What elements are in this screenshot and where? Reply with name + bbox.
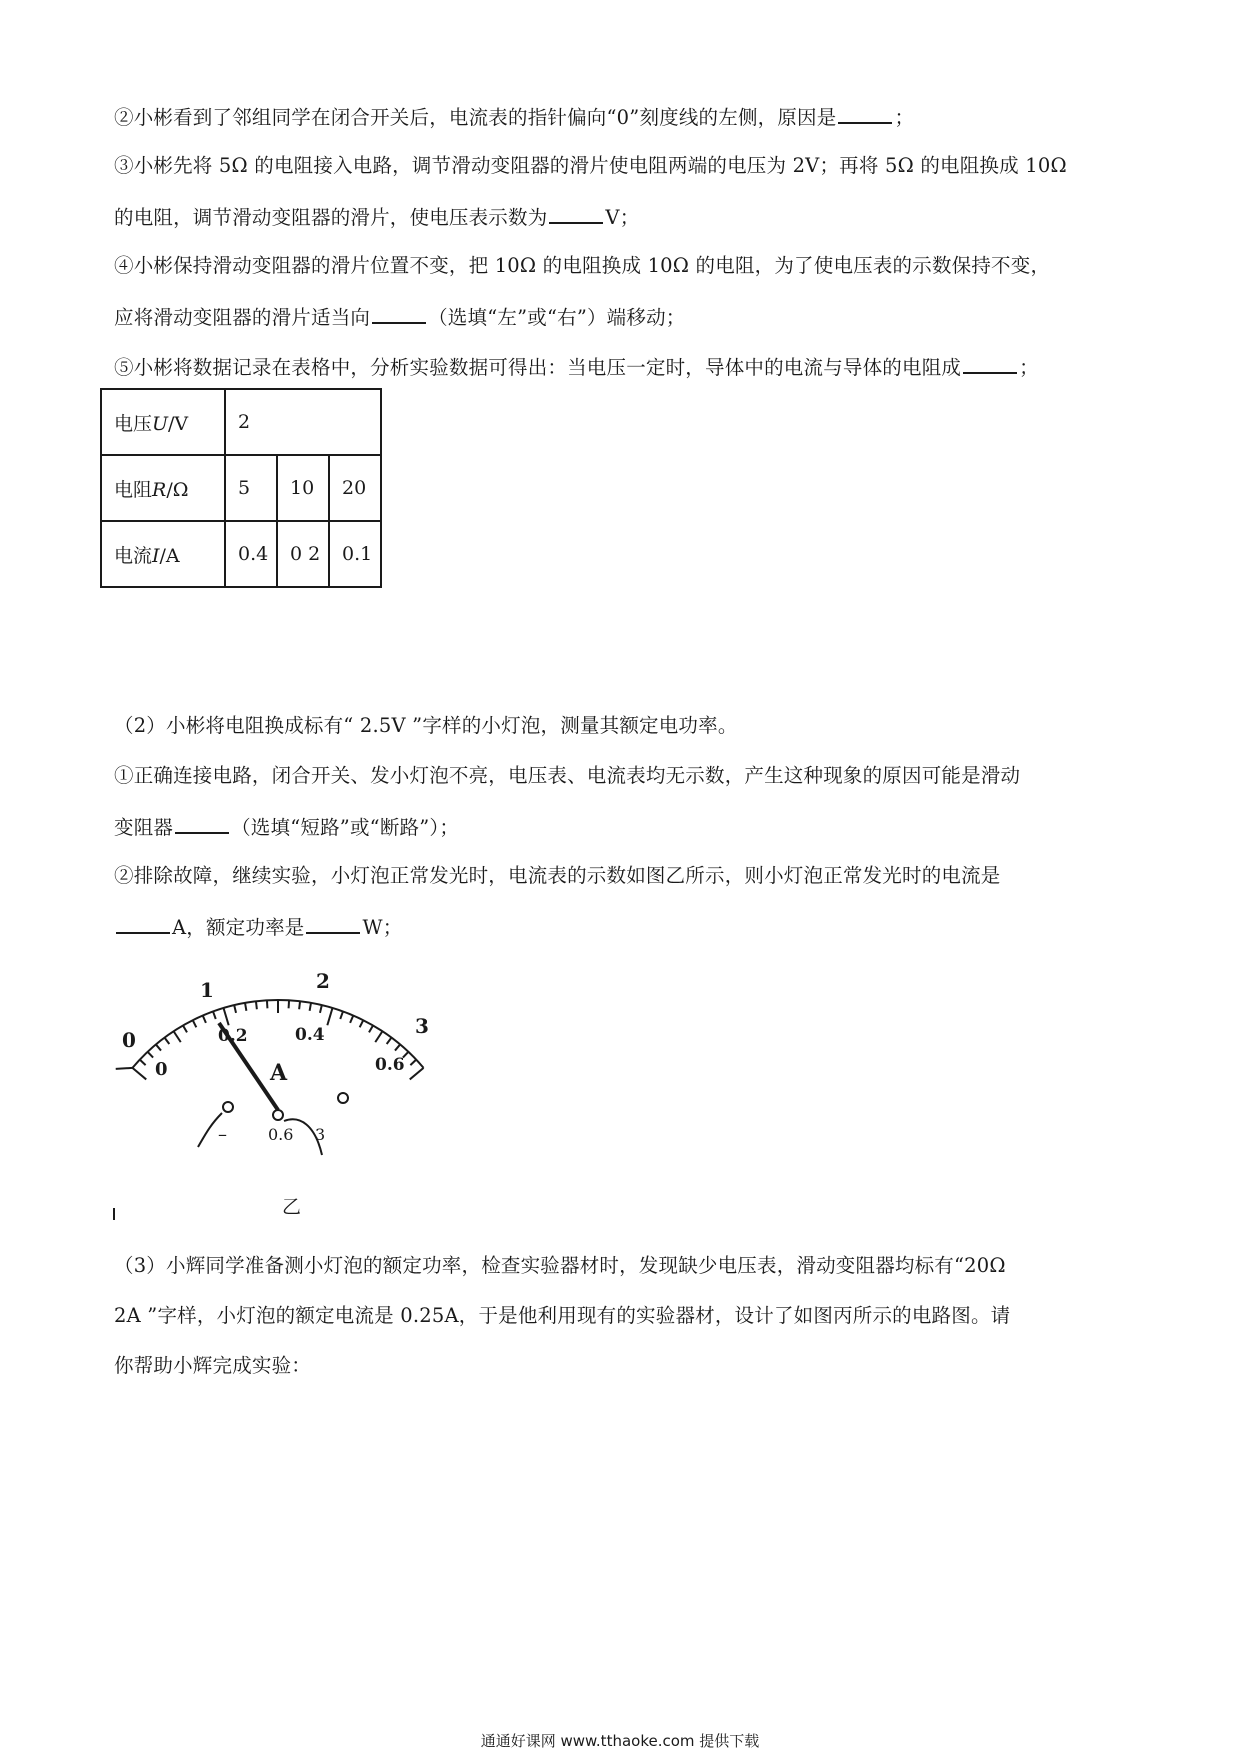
table-row-resistance: [101, 455, 381, 521]
scale-tick: [340, 1011, 343, 1019]
table-cell-voltage: 2: [225, 389, 381, 455]
q3-line1: （3）小辉同学准备测小灯泡的额定功率，检查实验器材时，发现缺少电压表，滑动变阻器均标有“20Ω: [114, 1254, 1006, 1277]
q3-line2: 2A ”字样，小灯泡的额定电流是 0.25A，于是他利用现有的实验器材，设计了如图丙所示的电路图。请: [114, 1304, 1011, 1327]
scale-tick: [245, 1003, 246, 1011]
q1-item4-line2: 应将滑动变阻器的滑片适当向 （选填“左”或“右”）端移动；: [114, 302, 686, 332]
scale-tick: [310, 1003, 311, 1011]
page-footer: 通通好课网 www.tthaoke.com 提供下载: [480, 1732, 760, 1750]
table-cell: 0 2: [277, 521, 329, 587]
table-header-voltage: 电压U/V: [101, 389, 225, 455]
q2-item1-line2: 变阻器 （选填“短路”或“断路”）；: [114, 812, 459, 842]
table-header-current: 电流I/A: [101, 521, 225, 587]
scale-tick: [327, 1008, 332, 1025]
terminal-minus: [223, 1102, 233, 1112]
table-row-current: [101, 521, 381, 587]
table-header-resistance: 电阻R/Ω: [101, 455, 225, 521]
scale-tick: [395, 1044, 400, 1050]
scale-tick: [350, 1016, 353, 1023]
table-row-voltage: [101, 389, 381, 455]
outer-label-1: 1: [200, 978, 214, 1002]
ammeter-figure: [110, 955, 450, 1229]
scale-tick: [410, 1068, 424, 1080]
inner-label-0: 0: [155, 1059, 168, 1080]
q1-item3-line2: 的电阻，调节滑动变阻器的滑片，使电压表示数为 V；: [114, 202, 639, 232]
q2-item2-line1: ②排除故障，继续实验，小灯泡正常发光时，电流表的示数如图乙所示，则小灯泡正常发光时的电流是: [114, 864, 1001, 887]
table-cell: 5: [225, 455, 277, 521]
scale-tick: [410, 1060, 416, 1065]
outer-label-0: 0: [122, 1028, 136, 1052]
stray-mark: [113, 1208, 115, 1220]
scale-tick: [140, 1060, 146, 1065]
terminal-06-label: 0.6: [268, 1125, 294, 1144]
unit-label: A: [270, 1060, 288, 1086]
scale-tick: [369, 1025, 373, 1032]
inner-label-3: 0.6: [375, 1055, 405, 1075]
table-cell: 0.1: [329, 521, 381, 587]
scale-tick: [148, 1052, 153, 1058]
data-table: [100, 388, 382, 588]
scale-tick: [165, 1038, 170, 1044]
answer-blank[interactable]: [175, 812, 229, 834]
q1-item4-line1: ④小彬保持滑动变阻器的滑片位置不变，把 10Ω 的电阻换成 10Ω 的电阻，为了使电压表的示数保持不变，: [114, 254, 1051, 277]
terminal-minus-label: –: [218, 1124, 227, 1145]
answer-blank[interactable]: [549, 202, 603, 224]
answer-blank[interactable]: [963, 352, 1017, 374]
scale-tick: [224, 1008, 229, 1025]
answer-blank[interactable]: [372, 302, 426, 324]
zero-stub: [116, 1068, 133, 1069]
scale-tick: [375, 1031, 382, 1042]
inner-label-2: 0.4: [295, 1025, 325, 1045]
scale-tick: [234, 1005, 236, 1013]
q2-intro: （2）小彬将电阻换成标有“ 2.5V ”字样的小灯泡，测量其额定电功率。: [114, 714, 738, 737]
q1-item3-line1: ③小彬先将 5Ω 的电阻接入电路，调节滑动变阻器的滑片使电阻两端的电压为 2V；再将 5Ω 的电阻换成 10Ω: [114, 154, 1067, 177]
terminal-3-label: 3: [315, 1125, 326, 1144]
q1-item5: ⑤小彬将数据记录在表格中，分析实验数据可得出：当电压一定时，导体中的电流与导体的电阻成 ；: [114, 352, 1039, 382]
q2-item1-line1: ①正确连接电路，闭合开关、发小灯泡不亮，电压表、电流表均无示数，产生这种现象的原因可能是滑动: [114, 764, 1021, 787]
ammeter-dial: [110, 955, 450, 1225]
scale-tick: [203, 1016, 206, 1023]
inner-label-1: 0.2: [218, 1026, 248, 1046]
answer-blank[interactable]: [306, 912, 360, 934]
scale-tick: [174, 1031, 181, 1042]
answer-blank[interactable]: [838, 102, 892, 124]
pivot: [273, 1110, 283, 1120]
answer-blank[interactable]: [116, 912, 170, 934]
scale-tick: [299, 1001, 300, 1009]
scale-tick: [213, 1011, 216, 1019]
q3-line3: 你帮助小辉完成实验：: [114, 1354, 312, 1377]
terminal-3: [338, 1093, 348, 1103]
scale-tick: [156, 1044, 161, 1050]
q1-item2: ②小彬看到了邻组同学在闭合开关后，电流表的指针偏向“0”刻度线的左侧，原因是 ；: [114, 102, 914, 132]
table-cell: 0.4: [225, 521, 277, 587]
table-cell: 20: [329, 455, 381, 521]
outer-label-2: 2: [316, 969, 330, 993]
scale-tick: [360, 1020, 364, 1027]
table-cell: 10: [277, 455, 329, 521]
scale-tick: [132, 1068, 146, 1080]
q2-item2-line2: A，额定功率是 W；: [114, 912, 402, 942]
scale-tick: [387, 1038, 392, 1044]
figure-caption: 乙: [282, 1196, 302, 1218]
outer-label-3: 3: [415, 1014, 429, 1038]
scale-tick: [183, 1025, 187, 1032]
scale-tick: [256, 1001, 257, 1009]
scale-tick: [320, 1005, 322, 1013]
scale-tick: [193, 1020, 197, 1027]
